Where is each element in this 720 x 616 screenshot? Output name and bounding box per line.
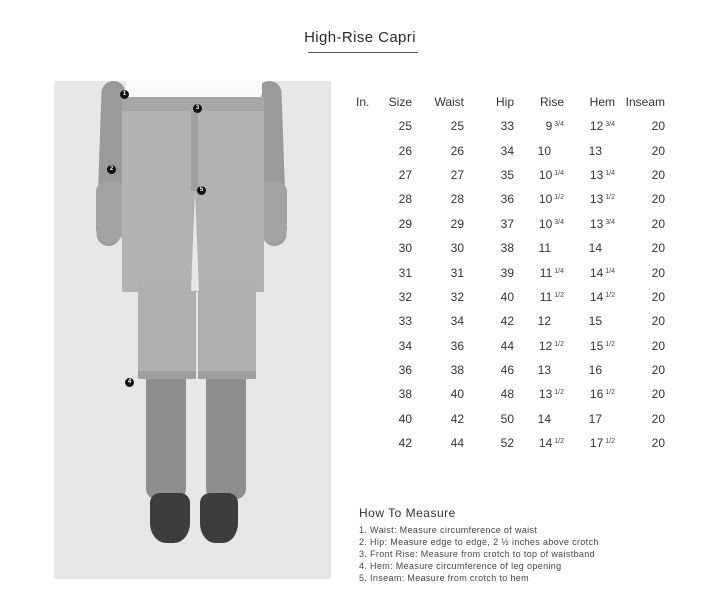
cell-hem-value: 15 bbox=[589, 338, 604, 353]
cell-rise-value: 10 bbox=[538, 192, 553, 207]
cell-hem-value: 15 bbox=[588, 314, 602, 329]
cell-hem-value: 16 bbox=[588, 363, 602, 378]
jeans-fly bbox=[191, 111, 198, 191]
table-header-row bbox=[356, 90, 665, 114]
cell-unit bbox=[356, 236, 378, 260]
cell-rise bbox=[514, 187, 564, 211]
cell-rise-value: 12 bbox=[537, 314, 551, 329]
cell-size-value: 27 bbox=[398, 167, 412, 182]
cell-inseam bbox=[615, 309, 665, 333]
cell-hem-fraction: 3/4 bbox=[605, 218, 615, 226]
cell-inseam bbox=[615, 285, 665, 309]
cell-hem-value: 13 bbox=[589, 167, 604, 182]
cell-rise-fraction: 1/2 bbox=[554, 389, 564, 397]
cell-rise bbox=[514, 114, 564, 138]
cell-unit bbox=[356, 138, 378, 162]
cell-rise-fraction: 3/4 bbox=[554, 121, 564, 129]
cell-rise bbox=[514, 431, 564, 455]
header-size: Size bbox=[388, 95, 412, 109]
cell-unit bbox=[356, 260, 378, 284]
cell-waist-value: 28 bbox=[450, 192, 464, 207]
title-underline bbox=[308, 52, 418, 53]
cell-hip-value: 42 bbox=[500, 314, 514, 329]
cell-inseam bbox=[615, 163, 665, 187]
cell-rise bbox=[514, 334, 564, 358]
cell-size-value: 29 bbox=[398, 216, 412, 231]
cell-waist-value: 31 bbox=[450, 265, 464, 280]
cell-unit bbox=[356, 114, 378, 138]
cell-rise-value: 11 bbox=[539, 265, 553, 280]
cell-hem-value: 13 bbox=[589, 216, 604, 231]
cell-inseam bbox=[615, 260, 665, 284]
cell-hem bbox=[564, 407, 615, 431]
cell-size-value: 28 bbox=[398, 192, 412, 207]
cell-rise bbox=[514, 138, 564, 162]
measure-step: 4. Hem: Measure circumference of leg opening bbox=[359, 561, 562, 571]
cell-size-value: 34 bbox=[398, 338, 412, 353]
cell-hem-fraction: 1/2 bbox=[605, 291, 615, 299]
cell-hem-value: 13 bbox=[588, 143, 602, 158]
cell-size bbox=[378, 382, 412, 406]
cell-unit bbox=[356, 285, 378, 309]
measure-step: 2. Hip: Measure edge to edge, 2 ½ inches above crotch bbox=[359, 537, 599, 547]
cell-hip bbox=[464, 236, 514, 260]
cell-hem-value: 12 bbox=[589, 119, 604, 134]
right-shoe bbox=[200, 493, 238, 543]
cell-size-value: 40 bbox=[398, 411, 412, 426]
header-inseam: Inseam bbox=[625, 95, 665, 109]
header-hip: Hip bbox=[495, 95, 514, 109]
left-shoe bbox=[150, 493, 190, 543]
table-row bbox=[356, 212, 665, 236]
marker-hem-icon: 4 bbox=[125, 378, 134, 387]
cell-size bbox=[378, 285, 412, 309]
cell-rise-value: 10 bbox=[538, 216, 553, 231]
cell-size bbox=[378, 358, 412, 382]
cell-waist-value: 30 bbox=[450, 241, 464, 256]
cell-size bbox=[378, 236, 412, 260]
cell-inseam-value: 20 bbox=[651, 192, 665, 207]
cell-inseam bbox=[615, 187, 665, 211]
cell-inseam-value: 20 bbox=[651, 338, 665, 353]
cell-unit bbox=[356, 163, 378, 187]
cell-rise bbox=[514, 236, 564, 260]
cell-size-value: 38 bbox=[398, 387, 412, 402]
cell-waist-value: 36 bbox=[450, 338, 464, 353]
cell-inseam bbox=[615, 334, 665, 358]
cell-rise bbox=[514, 260, 564, 284]
cell-inseam bbox=[615, 236, 665, 260]
marker-waist-icon: 1 bbox=[120, 90, 129, 99]
cell-unit bbox=[356, 407, 378, 431]
cell-inseam-value: 20 bbox=[651, 363, 665, 378]
right-cuff bbox=[198, 371, 256, 379]
table-row bbox=[356, 236, 665, 260]
right-calf bbox=[206, 379, 246, 499]
cell-waist bbox=[412, 163, 464, 187]
cell-waist-value: 42 bbox=[450, 411, 464, 426]
cell-size-value: 26 bbox=[398, 143, 412, 158]
cell-hem-value: 16 bbox=[589, 387, 604, 402]
cell-hem-fraction: 1/2 bbox=[605, 389, 615, 397]
cell-waist bbox=[412, 285, 464, 309]
cell-size-value: 25 bbox=[398, 119, 412, 134]
cell-rise-value: 14 bbox=[538, 436, 553, 451]
cell-size-value: 31 bbox=[398, 265, 412, 280]
how-to-measure-section bbox=[359, 506, 599, 584]
table-row bbox=[356, 382, 665, 406]
cell-hem bbox=[564, 334, 615, 358]
cell-size-value: 36 bbox=[398, 363, 412, 378]
header-hem: Hem bbox=[589, 95, 615, 109]
cell-hem-fraction: 1/2 bbox=[605, 438, 615, 446]
cell-hip-value: 36 bbox=[500, 192, 514, 207]
cell-inseam-value: 20 bbox=[651, 119, 665, 134]
cell-waist bbox=[412, 212, 464, 236]
cell-hem bbox=[564, 187, 615, 211]
cell-hem bbox=[564, 309, 615, 333]
cell-waist bbox=[412, 260, 464, 284]
cell-size-value: 42 bbox=[398, 436, 412, 451]
cell-size-value: 33 bbox=[398, 314, 412, 329]
cell-hem-fraction: 1/2 bbox=[605, 194, 615, 202]
how-to-measure-title: How To Measure bbox=[359, 506, 456, 520]
cell-hip-value: 35 bbox=[500, 167, 514, 182]
cell-waist-value: 38 bbox=[450, 363, 464, 378]
cell-waist bbox=[412, 114, 464, 138]
cell-unit bbox=[356, 431, 378, 455]
cell-rise-fraction: 1/2 bbox=[554, 340, 564, 348]
cell-rise bbox=[514, 285, 564, 309]
cell-rise bbox=[514, 212, 564, 236]
cell-inseam bbox=[615, 358, 665, 382]
cell-hem-fraction: 1/4 bbox=[605, 267, 615, 275]
cell-hem-fraction: 3/4 bbox=[605, 121, 615, 129]
cell-hem bbox=[564, 212, 615, 236]
table-row bbox=[356, 358, 665, 382]
cell-size bbox=[378, 138, 412, 162]
cell-rise-fraction: 1/4 bbox=[554, 169, 564, 177]
left-leg-denim bbox=[138, 281, 196, 377]
cell-rise-value: 9 bbox=[545, 119, 553, 134]
table-row bbox=[356, 309, 665, 333]
marker-hip-icon: 2 bbox=[107, 165, 116, 174]
cell-size bbox=[378, 407, 412, 431]
cell-unit bbox=[356, 187, 378, 211]
cell-size bbox=[378, 114, 412, 138]
cell-size bbox=[378, 187, 412, 211]
measure-step: 1. Waist: Measure circumference of waist bbox=[359, 525, 538, 535]
cell-size-value: 30 bbox=[398, 241, 412, 256]
left-hand bbox=[96, 181, 124, 243]
cell-rise-value: 13 bbox=[537, 363, 551, 378]
how-to-measure-list bbox=[359, 524, 599, 584]
cell-hem bbox=[564, 358, 615, 382]
cell-size-value: 32 bbox=[398, 289, 412, 304]
cell-hem bbox=[564, 138, 615, 162]
cell-waist-value: 26 bbox=[450, 143, 464, 158]
cell-hip bbox=[464, 212, 514, 236]
cell-hem-value: 14 bbox=[589, 265, 604, 280]
cell-hip-value: 48 bbox=[500, 387, 514, 402]
table-row bbox=[356, 114, 665, 138]
cell-hem bbox=[564, 285, 615, 309]
cell-hem bbox=[564, 431, 615, 455]
cell-hip bbox=[464, 285, 514, 309]
cell-unit bbox=[356, 358, 378, 382]
cell-hem bbox=[564, 382, 615, 406]
size-chart-body bbox=[356, 114, 665, 455]
cell-hip bbox=[464, 358, 514, 382]
cell-inseam bbox=[615, 138, 665, 162]
cell-waist-value: 32 bbox=[450, 289, 464, 304]
cell-size bbox=[378, 212, 412, 236]
cell-hip-value: 39 bbox=[500, 265, 514, 280]
cell-hem-value: 17 bbox=[589, 436, 604, 451]
cell-rise-value: 13 bbox=[538, 387, 553, 402]
cell-rise bbox=[514, 407, 564, 431]
cell-unit bbox=[356, 382, 378, 406]
table-row bbox=[356, 334, 665, 358]
marker-inseam-icon: 5 bbox=[197, 186, 206, 195]
page-title: High-Rise Capri bbox=[304, 29, 416, 46]
cell-inseam-value: 20 bbox=[651, 241, 665, 256]
cell-waist-value: 40 bbox=[450, 387, 464, 402]
table-row bbox=[356, 138, 665, 162]
cell-hem bbox=[564, 236, 615, 260]
cell-rise-fraction: 1/2 bbox=[554, 291, 564, 299]
cell-hem bbox=[564, 163, 615, 187]
cell-waist-value: 27 bbox=[450, 167, 464, 182]
cell-waist bbox=[412, 407, 464, 431]
cell-inseam-value: 20 bbox=[651, 387, 665, 402]
cell-inseam bbox=[615, 382, 665, 406]
cell-hip-value: 37 bbox=[500, 216, 514, 231]
cell-hip-value: 40 bbox=[500, 289, 514, 304]
header-unit: In. bbox=[356, 95, 370, 109]
cell-hip-value: 33 bbox=[500, 119, 514, 134]
cell-waist bbox=[412, 236, 464, 260]
right-leg-denim bbox=[198, 281, 256, 377]
cell-hip bbox=[464, 382, 514, 406]
cell-waist bbox=[412, 309, 464, 333]
cell-inseam-value: 20 bbox=[651, 143, 665, 158]
cell-rise-value: 11 bbox=[539, 289, 553, 304]
cell-inseam bbox=[615, 212, 665, 236]
cell-size bbox=[378, 431, 412, 455]
cell-hip bbox=[464, 187, 514, 211]
cell-inseam bbox=[615, 407, 665, 431]
table-row bbox=[356, 187, 665, 211]
measure-step: 3. Front Rise: Measure from crotch to top of waistband bbox=[359, 549, 595, 559]
cell-rise bbox=[514, 358, 564, 382]
cell-waist-value: 25 bbox=[450, 119, 464, 134]
cell-inseam-value: 20 bbox=[651, 436, 665, 451]
cell-unit bbox=[356, 309, 378, 333]
cell-rise bbox=[514, 382, 564, 406]
cell-hem bbox=[564, 114, 615, 138]
cell-waist bbox=[412, 431, 464, 455]
model-photo bbox=[54, 81, 331, 579]
cell-rise-value: 10 bbox=[537, 143, 551, 158]
table-row bbox=[356, 431, 665, 455]
cell-rise-fraction: 3/4 bbox=[554, 218, 564, 226]
cell-waist bbox=[412, 382, 464, 406]
cell-hip-value: 46 bbox=[500, 363, 514, 378]
cell-hem-value: 14 bbox=[589, 289, 604, 304]
left-calf bbox=[146, 379, 186, 499]
cell-hem-value: 14 bbox=[588, 241, 602, 256]
cell-rise-value: 10 bbox=[538, 167, 553, 182]
cell-hip-value: 34 bbox=[500, 143, 514, 158]
cell-waist bbox=[412, 358, 464, 382]
cell-waist-value: 34 bbox=[450, 314, 464, 329]
cell-hip bbox=[464, 334, 514, 358]
cell-inseam-value: 20 bbox=[651, 216, 665, 231]
cell-inseam-value: 20 bbox=[651, 167, 665, 182]
table-row bbox=[356, 163, 665, 187]
cell-hip bbox=[464, 309, 514, 333]
cell-hip bbox=[464, 407, 514, 431]
cell-hip bbox=[464, 114, 514, 138]
cell-rise bbox=[514, 309, 564, 333]
header-rise: Rise bbox=[539, 95, 564, 109]
cell-hem-fraction: 1/4 bbox=[605, 169, 615, 177]
cell-hip bbox=[464, 431, 514, 455]
table-row bbox=[356, 260, 665, 284]
cell-inseam-value: 20 bbox=[651, 265, 665, 280]
cell-hip-value: 38 bbox=[500, 241, 514, 256]
cell-rise-fraction: 1/2 bbox=[554, 194, 564, 202]
left-cuff bbox=[138, 371, 196, 379]
cell-hip bbox=[464, 260, 514, 284]
cell-rise-fraction: 1/2 bbox=[554, 438, 564, 446]
cell-hip-value: 50 bbox=[500, 411, 514, 426]
cell-inseam-value: 20 bbox=[651, 411, 665, 426]
cell-unit bbox=[356, 212, 378, 236]
cell-waist bbox=[412, 334, 464, 358]
cell-hip-value: 52 bbox=[500, 436, 514, 451]
table-row bbox=[356, 407, 665, 431]
cell-rise-fraction: 1/4 bbox=[554, 267, 564, 275]
cell-size bbox=[378, 260, 412, 284]
cell-rise-value: 12 bbox=[538, 338, 553, 353]
cell-size bbox=[378, 334, 412, 358]
cell-hem bbox=[564, 260, 615, 284]
measure-step: 5. Inseam: Measure from crotch to hem bbox=[359, 573, 530, 583]
header-waist: Waist bbox=[434, 95, 464, 109]
cell-waist-value: 29 bbox=[450, 216, 464, 231]
table-row bbox=[356, 285, 665, 309]
cell-hip bbox=[464, 163, 514, 187]
size-chart-table bbox=[356, 90, 665, 455]
cell-size bbox=[378, 163, 412, 187]
cell-waist-value: 44 bbox=[450, 436, 464, 451]
cell-inseam-value: 20 bbox=[651, 289, 665, 304]
cell-hip bbox=[464, 138, 514, 162]
cell-rise bbox=[514, 163, 564, 187]
cell-size bbox=[378, 309, 412, 333]
cell-waist bbox=[412, 187, 464, 211]
cell-unit bbox=[356, 334, 378, 358]
cell-hip-value: 44 bbox=[500, 338, 514, 353]
cell-hem-value: 13 bbox=[589, 192, 604, 207]
cell-inseam bbox=[615, 114, 665, 138]
cell-hem-fraction: 1/2 bbox=[605, 340, 615, 348]
cell-inseam bbox=[615, 431, 665, 455]
cell-rise-value: 11 bbox=[538, 241, 551, 256]
cell-waist bbox=[412, 138, 464, 162]
marker-front-rise-icon: 3 bbox=[193, 104, 202, 113]
cell-rise-value: 14 bbox=[537, 411, 551, 426]
cell-inseam-value: 20 bbox=[651, 314, 665, 329]
cell-hem-value: 17 bbox=[588, 411, 602, 426]
